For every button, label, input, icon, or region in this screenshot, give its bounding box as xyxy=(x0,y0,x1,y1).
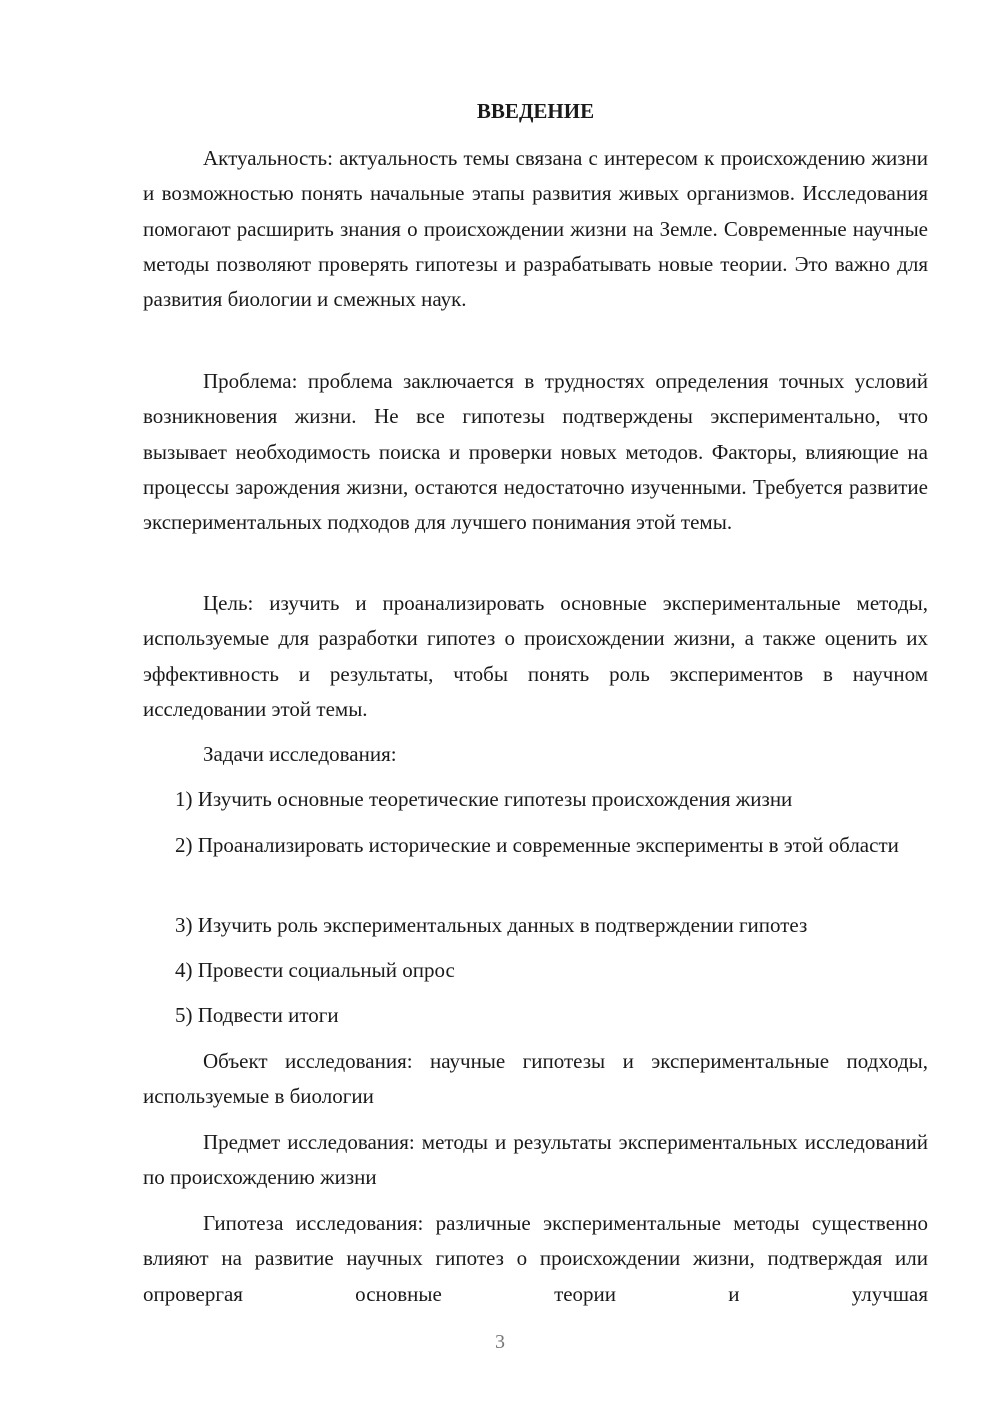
paragraph-goal: Цель: изучить и проанализировать основные экспериментальные методы, используемые для разработки гипотез о происхождении жизни, а также оценить их эффективность и результаты, чтобы понять роль экспериментов в научном исследовании этой темы. xyxy=(143,591,928,721)
task-item-5: 5) Подвести итоги xyxy=(175,1003,339,1027)
task-item-3: 3) Изучить роль экспериментальных данных в подтверждении гипотез xyxy=(175,913,808,937)
task-item-1: 1) Изучить основные теоретические гипотезы происхождения жизни xyxy=(175,787,793,811)
paragraph-relevance: Актуальность: актуальность темы связана с интересом к происхождению жизни и возможностью понять начальные этапы развития живых организмов. Исследования помогают расширить знания о происхождении жизни на Земле. Современные научные методы позволяют проверять гипотезы и разрабатывать новые теории. Это важно для развития биологии и смежных наук. xyxy=(143,146,928,312)
page-number: 3 xyxy=(495,1331,505,1353)
task-item-2: 2) Проанализировать исторические и современные эксперименты в этой области xyxy=(175,833,899,857)
tasks-heading: Задачи исследования: xyxy=(203,742,397,766)
paragraph-problem: Проблема: проблема заключается в трудностях определения точных условий возникновения жизни. Не все гипотезы подтверждены экспериментально, что вызывает необходимость поиска и проверки новых методов. Факторы, влияющие на процессы зарождения жизни, остаются недостаточно изученными. Требуется развитие экспериментальных подходов для лучшего понимания этой темы. xyxy=(143,369,928,535)
task-item-4: 4) Провести социальный опрос xyxy=(175,958,455,982)
paragraph-hypothesis: Гипотеза исследования: различные экспериментальные методы существенно влияют на развитие научных гипотез о происхождении жизни, подтверждая или опровергая основные теории и улучшая xyxy=(143,1211,928,1306)
paragraph-subject: Предмет исследования: методы и результаты экспериментальных исследований по происхождению жизни xyxy=(143,1130,928,1190)
section-title: ВВЕДЕНИЕ xyxy=(476,99,595,123)
paragraph-object: Объект исследования: научные гипотезы и экспериментальные подходы, используемые в биологии xyxy=(143,1049,928,1109)
